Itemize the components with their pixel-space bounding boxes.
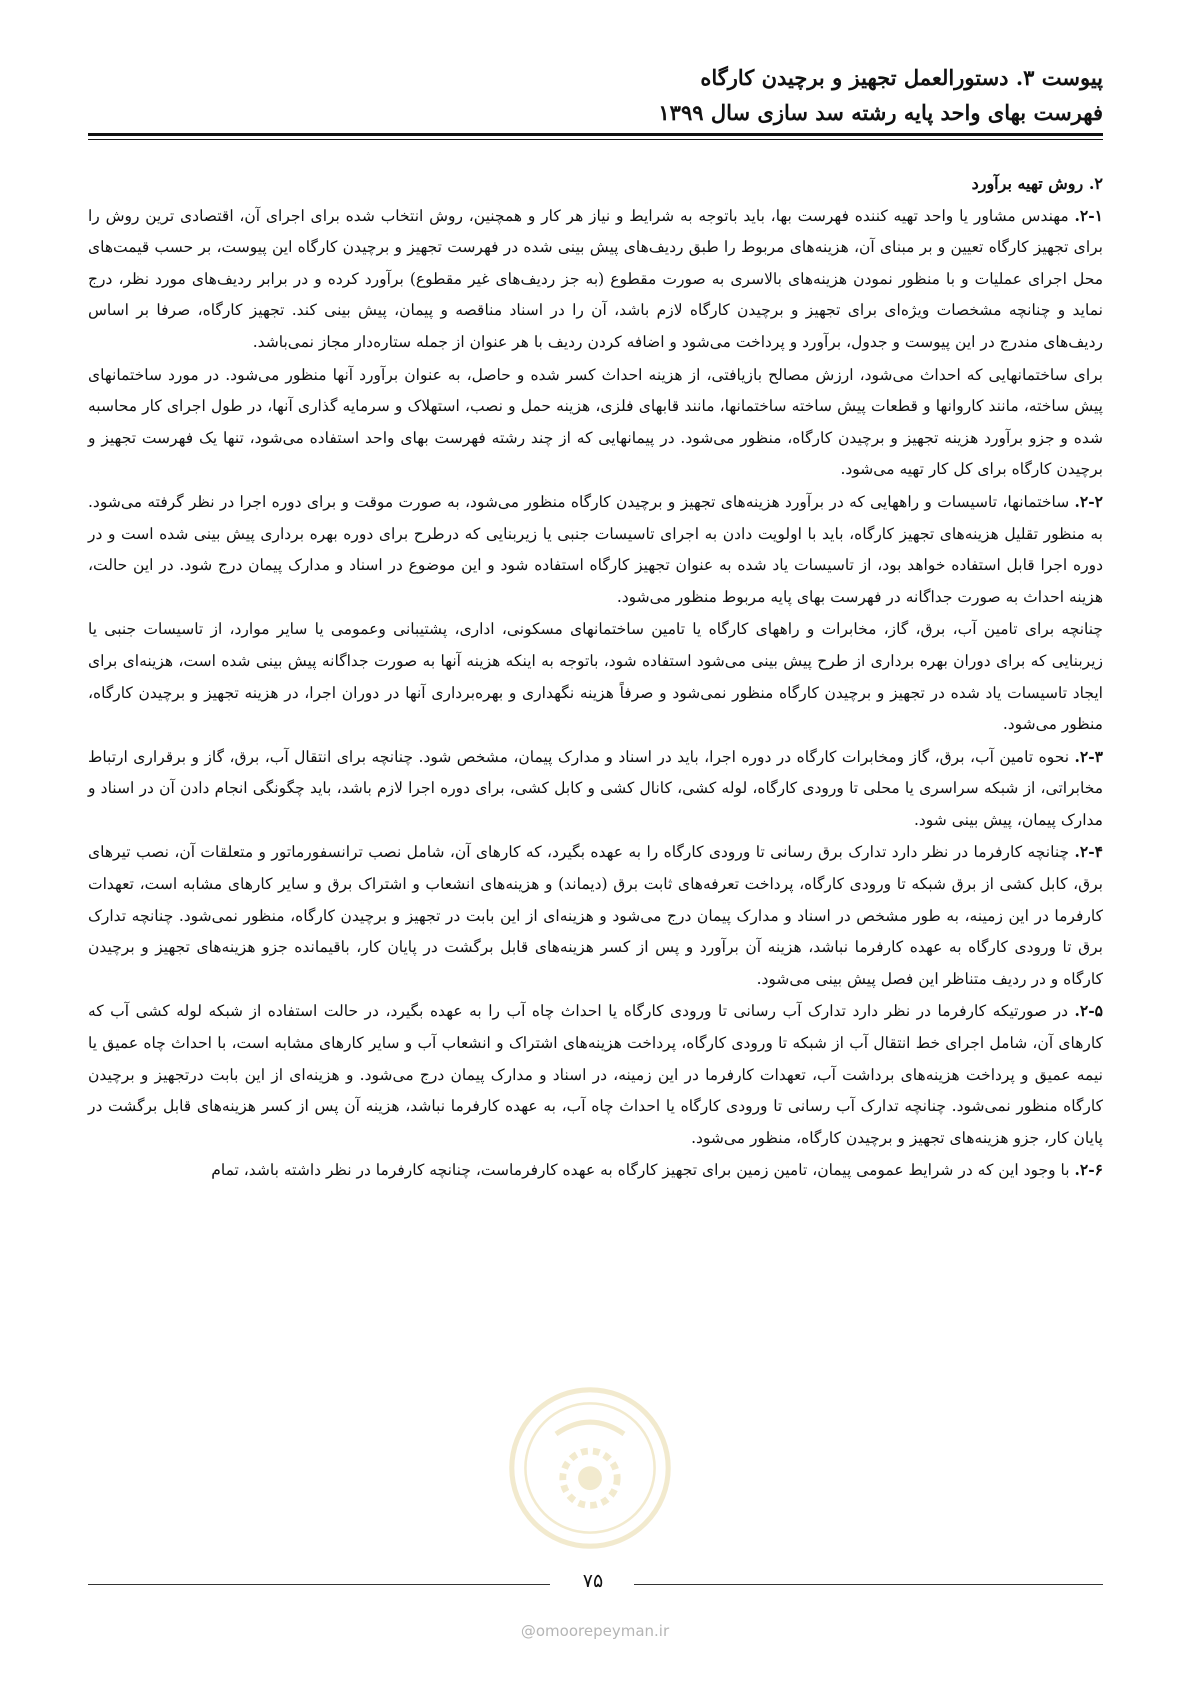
paragraph-number: ۲-۵. xyxy=(1074,1001,1103,1021)
header-line-2: فهرست بهای واحد پایه رشته سد سازی سال ۱۳۹۹ xyxy=(658,100,1103,125)
section-title: ۲. روش تهیه برآورد xyxy=(971,174,1103,193)
footer-rule-right xyxy=(634,1584,1103,1585)
paragraph-number: ۲-۴. xyxy=(1074,842,1103,862)
paragraph xyxy=(88,1154,1103,1187)
paragraph-text: چنانچه برای تامین آب، برق، گاز، مخابرات و راههای کارگاه یا تامین ساختمانهای مسکونی، اداری، پشتیبانی وعمومی یا سایر موارد، از تاسیسات جنبی یا زیربنایی که برای دوران بهره برداری از طرح پیش بینی می‌شود استفاده شود، باتوجه به اینکه هزینه آنها به صورت جداگانه پیش بینی شده است، هزینه‌ای برای ایجاد تاسیسات یاد شده در تجهیز و برچیدن کارگاه منظور نمی‌شود و صرفاً هزینه نگهداری و بهره‌برداری آنها در دوران اجرا، در هزینه تجهیز و برچیدن کارگاه، منظور می‌شود. xyxy=(88,620,1103,734)
paragraph-text: برای ساختمانهایی که احداث می‌شود، ارزش مصالح بازیافتی، از هزینه احداث کسر شده و حاصل، به عنوان برآورد آنها منظور می‌شود. در مورد ساختمانهای پیش ساخته، مانند کاروانها و قطعات پیش ساخته ساختمانها، مانند قابهای فلزی، هزینه حمل و نصب، استهلاک و سرمایه گذاری آنها، در طول اجرای کار محاسبه شده و جزو برآورد هزینه تجهیز و برچیدن کارگاه، منظور می‌شود. در پیمانهایی که از چند رشته فهرست بهای واحد استفاده می‌شود، تنها یک فهرست تجهیز و برچیدن کارگاه برای کل کار تهیه می‌شود. xyxy=(88,365,1103,479)
watermark-seal-icon xyxy=(505,1383,675,1553)
paragraph-number: ۲-۳. xyxy=(1074,746,1103,766)
paragraph-text: در صورتیکه کارفرما در نظر دارد تدارک آب رسانی تا ورودی کارگاه یا احداث چاه آب را به عهده بگیرد، در حالت استفاده از شبکه لوله کشی آب که کارهای آن، شامل اجرای خط انتقال آب از شبکه تا ورودی کارگاه، پرداخت هزینه‌های اشتراک و انشعاب آب و سایر کارهای مشابه است، با احداث چاه عمیق یا نیمه عمیق و پرداخت هزینه‌های برداشت آب، تعهدات کارفرما در این زمینه، در اسناد و مدارک پیمان درج می‌شود. و هزینه‌ای از این بابت درتجهیز و برچیدن کارگاه منظور نمی‌شود. چنانچه تدارک آب رسانی تا ورودی کارگاه یا احداث چاه آب، به عهده کارفرما نباشد، هزینه آن پس از کسر هزینه‌های قابل برگشت در پایان کار، جزو هزینه‌های تجهیز و برچیدن کارگاه، منظور می‌شود. xyxy=(88,1002,1103,1147)
paragraph-number: ۲-۱. xyxy=(1074,205,1103,225)
page-number: ۷۵ xyxy=(582,1570,604,1592)
paragraph xyxy=(88,613,1103,740)
paragraph-number: ۲-۲. xyxy=(1074,491,1103,511)
paragraph xyxy=(88,359,1103,486)
paragraph-text: چنانچه کارفرما در نظر دارد تدارک برق رسانی تا ورودی کارگاه را به عهده بگیرد، که کارهای آن، شامل نصب ترانسفورماتور و متعلقات آن، نصب تیرهای برق، کابل کشی از برق شبکه تا ورودی کارگاه، پرداخت تعرفه‌های ثابت برق (دیماند) و هزینه‌های انشعاب و اشتراک برق و سایر کارهای مشابه است، تعهدات کارفرما در این زمینه، به طور مشخص در اسناد و مدارک پیمان درج می‌شود و هزینه‌ای از این بابت در تجهیز و برچیدن کارگاه، منظور نمی‌شود. چنانچه تدارک برق تا ورودی کارگاه به عهده کارفرما نباشد، هزینه آن برآورد و پس از کسر هزینه‌های قابل برگشت در پایان کار، باقیمانده جزو هزینه‌های تجهیز و برچیدن کارگاه و در ردیف متناظر این فصل پیش بینی می‌شود. xyxy=(88,843,1103,988)
paragraph-number: ۲-۶. xyxy=(1074,1160,1103,1180)
paragraph xyxy=(88,836,1103,995)
paragraph xyxy=(88,995,1103,1154)
paragraph-text: مهندس مشاور یا واحد تهیه کننده فهرست بها، باید باتوجه به شرایط و نیاز هر کار و همچنین، روش انتخاب شده برای اجرای آن، اقتصادی ترین روش را برای تجهیز کارگاه تعیین و بر مبنای آن، هزینه‌های مربوط را طبق ردیف‌های پیش بینی شده در فهرست تجهیز و برچیدن کارگاه این پیوست، بر حسب قیمت‌های محل اجرای عملیات و با منظور نمودن هزینه‌های بالاسری به صورت مقطوع (به جز ردیف‌های غیر مقطوع) برآورد کرده و در برابر ردیف‌های مورد نظر، درج نماید و چنانچه مشخصات ویژه‌ای برای تجهیز و برچیدن کارگاه لازم باشد، آن را در اسناد مناقصه و پیمان، پیش بینی کند. تجهیز کارگاه، صرفا بر اساس ردیف‌های مندرج در این پیوست و جدول، برآورد و پرداخت می‌شود و اضافه کردن ردیف با هر عنوان از جمله ستاره‌دار مجاز نمی‌باشد. xyxy=(88,206,1103,351)
header-rule-thick xyxy=(88,133,1103,136)
page-header xyxy=(88,60,1103,130)
paragraph xyxy=(88,200,1103,359)
paragraph xyxy=(88,486,1103,613)
site-watermark-text: @omoorepeyman.ir xyxy=(520,1622,670,1640)
paragraph-text: ساختمانها، تاسیسات و راههایی که در برآورد هزینه‌های تجهیز و برچیدن کارگاه منظور می‌شود، به صورت موقت و برای دوره اجرا در نظر گرفته می‌شود. به منظور تقلیل هزینه‌های تجهیز کارگاه، باید با اولویت دادن به اجرای تاسیسات جنبی یا زیربنایی که درطرح برای دوره بهره برداری پیش بینی شده است و در دوره اجرا قابل استفاده خواهد بود، از تاسیسات یاد شده به عنوان تجهیز کارگاه استفاده شود و این موضوع در اسناد و مدارک پیمان درج شود. در این حالت، هزینه احداث به صورت جداگانه در فهرست بهای پایه مربوط منظور می‌شود. xyxy=(88,492,1103,606)
header-rule-thin xyxy=(88,139,1103,140)
paragraph xyxy=(88,741,1103,837)
paragraph-text: نحوه تامین آب، برق، گاز ومخابرات کارگاه در دوره اجرا، باید در اسناد و مدارک پیمان، مشخص شود. چنانچه برای انتقال آب، برق، گاز و برقراری ارتباط مخابراتی، از شبکه سراسری یا محلی تا ورودی کارگاه، لوله کشی، کانال کشی و کابل کشی، برای دوره اجرا لازم باشد، باید چگونگی انجام دادن آن در اسناد و مدارک پیمان، پیش بینی شود. xyxy=(88,747,1103,829)
header-line-1: پیوست ۳. دستورالعمل تجهیز و برچیدن کارگاه xyxy=(700,65,1103,90)
body-content xyxy=(88,168,1103,1187)
footer-rule-left xyxy=(88,1584,550,1585)
paragraph-text: با وجود این که در شرایط عمومی پیمان، تامین زمین برای تجهیز کارگاه به عهده کارفرماست، چنانچه کارفرما در نظر داشته باشد، تمام xyxy=(211,1161,1075,1180)
